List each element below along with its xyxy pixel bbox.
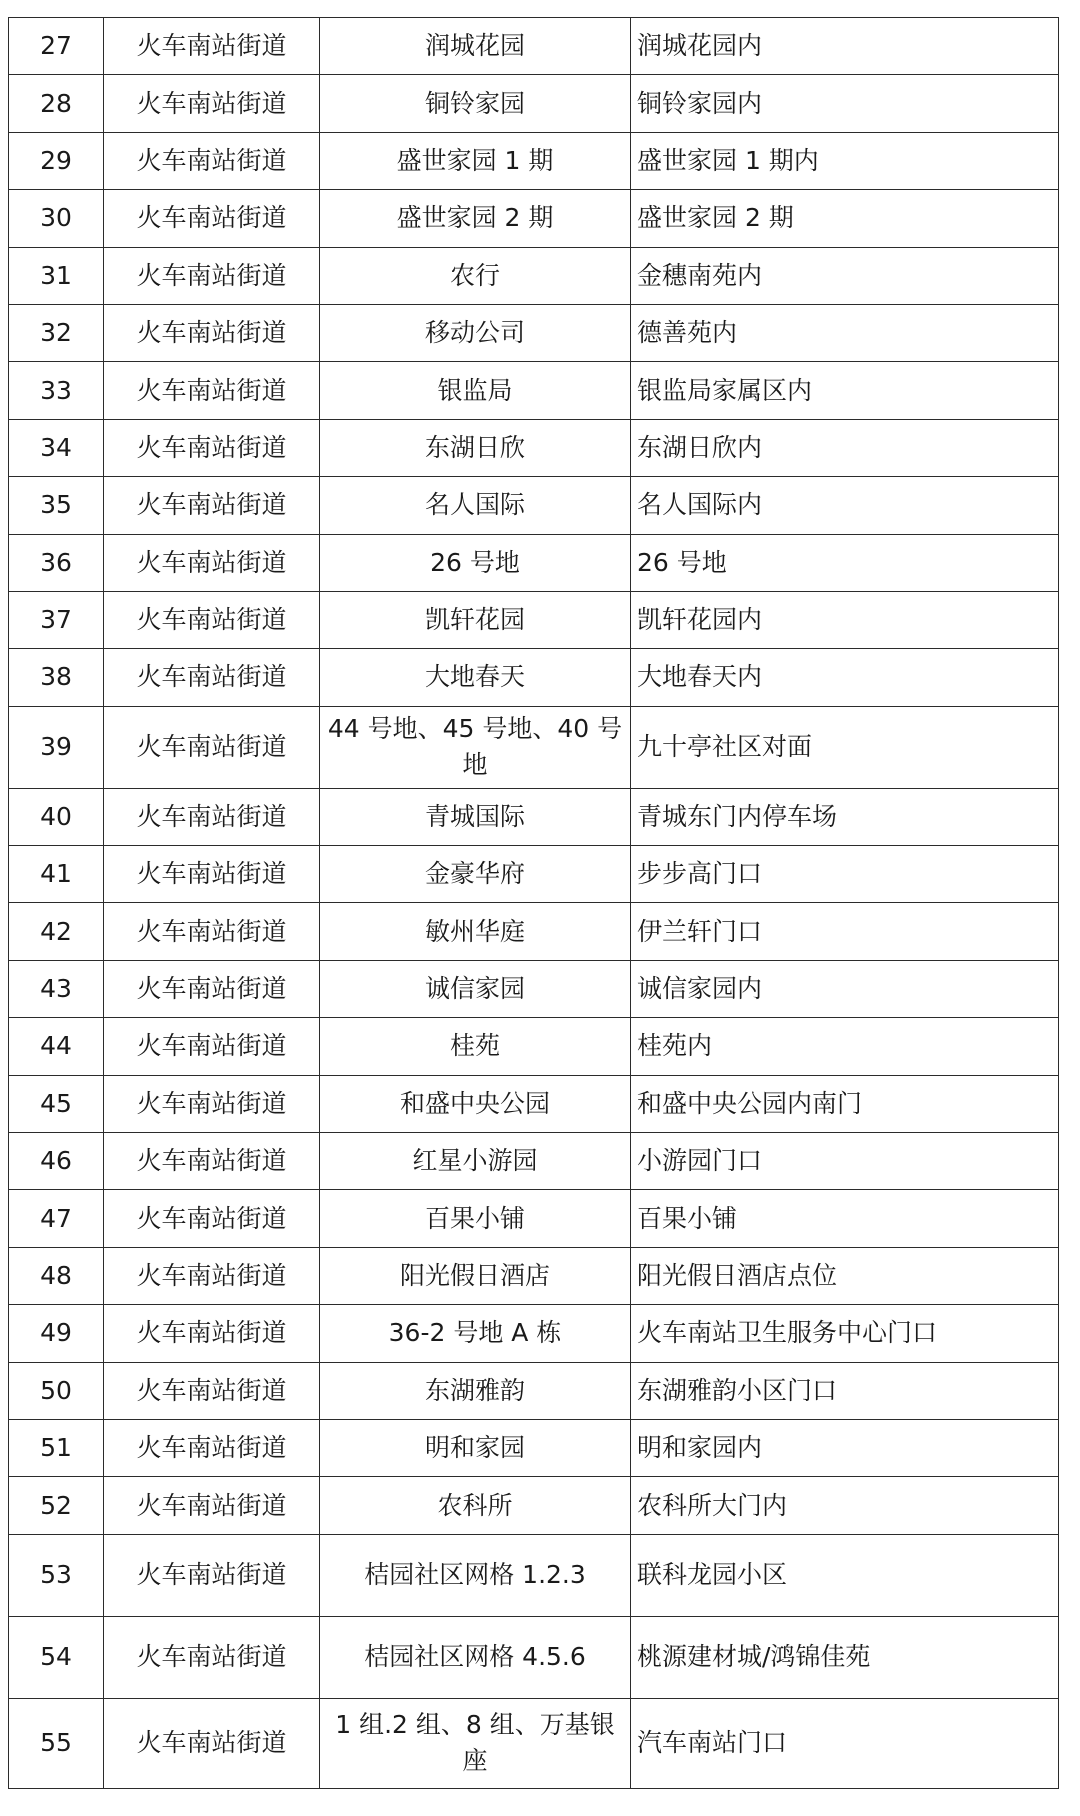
table-row (9, 419, 1059, 476)
row-number-cell: 45 (9, 1075, 104, 1132)
table-row (9, 18, 1059, 75)
location-cell: 金穗南苑内 (631, 247, 1059, 304)
place-cell: 金豪华府 (320, 846, 631, 903)
row-number-cell: 39 (9, 706, 104, 788)
street-cell: 火车南站街道 (104, 247, 320, 304)
place-cell: 36-2 号地 A 栋 (320, 1305, 631, 1362)
location-cell: 火车南站卫生服务中心门口 (631, 1305, 1059, 1362)
street-cell: 火车南站街道 (104, 132, 320, 189)
street-cell: 火车南站街道 (104, 1534, 320, 1616)
street-cell: 火车南站街道 (104, 706, 320, 788)
location-cell: 银监局家属区内 (631, 362, 1059, 419)
table-row (9, 1362, 1059, 1419)
street-cell: 火车南站街道 (104, 1247, 320, 1304)
street-cell: 火车南站街道 (104, 1616, 320, 1698)
location-cell: 盛世家园 1 期内 (631, 132, 1059, 189)
street-cell: 火车南站街道 (104, 591, 320, 648)
table-row (9, 132, 1059, 189)
place-cell: 1 组.2 组、8 组、万基银座 (320, 1698, 631, 1788)
table-row (9, 304, 1059, 361)
row-number-cell: 50 (9, 1362, 104, 1419)
table-row (9, 960, 1059, 1017)
row-number-cell: 54 (9, 1616, 104, 1698)
street-cell: 火车南站街道 (104, 534, 320, 591)
row-number-cell: 32 (9, 304, 104, 361)
location-cell: 铜铃家园内 (631, 75, 1059, 132)
location-cell: 步步高门口 (631, 846, 1059, 903)
street-cell: 火车南站街道 (104, 190, 320, 247)
street-cell: 火车南站街道 (104, 1075, 320, 1132)
row-number-cell: 44 (9, 1018, 104, 1075)
row-number-cell: 42 (9, 903, 104, 960)
row-number-cell: 27 (9, 18, 104, 75)
street-cell: 火车南站街道 (104, 1477, 320, 1534)
table-body (9, 18, 1059, 1789)
place-cell: 26 号地 (320, 534, 631, 591)
place-cell: 润城花园 (320, 18, 631, 75)
location-cell: 润城花园内 (631, 18, 1059, 75)
location-cell: 联科龙园小区 (631, 1534, 1059, 1616)
location-cell: 青城东门内停车场 (631, 788, 1059, 845)
street-cell: 火车南站街道 (104, 846, 320, 903)
table-row (9, 1419, 1059, 1476)
place-cell: 盛世家园 1 期 (320, 132, 631, 189)
table-row (9, 247, 1059, 304)
street-cell: 火车南站街道 (104, 903, 320, 960)
place-cell: 桔园社区网格 4.5.6 (320, 1616, 631, 1698)
location-cell: 德善苑内 (631, 304, 1059, 361)
table-row (9, 1075, 1059, 1132)
table-row (9, 1305, 1059, 1362)
row-number-cell: 53 (9, 1534, 104, 1616)
street-cell: 火车南站街道 (104, 1018, 320, 1075)
row-number-cell: 36 (9, 534, 104, 591)
street-cell: 火车南站街道 (104, 477, 320, 534)
table-row (9, 706, 1059, 788)
table-row (9, 534, 1059, 591)
place-cell: 阳光假日酒店 (320, 1247, 631, 1304)
row-number-cell: 28 (9, 75, 104, 132)
place-cell: 明和家园 (320, 1419, 631, 1476)
row-number-cell: 40 (9, 788, 104, 845)
table-row (9, 1534, 1059, 1616)
street-cell: 火车南站街道 (104, 362, 320, 419)
row-number-cell: 41 (9, 846, 104, 903)
row-number-cell: 48 (9, 1247, 104, 1304)
place-cell: 银监局 (320, 362, 631, 419)
place-cell: 诚信家园 (320, 960, 631, 1017)
street-cell: 火车南站街道 (104, 1133, 320, 1190)
row-number-cell: 30 (9, 190, 104, 247)
table-row (9, 1133, 1059, 1190)
location-cell: 农科所大门内 (631, 1477, 1059, 1534)
street-cell: 火车南站街道 (104, 75, 320, 132)
street-cell: 火车南站街道 (104, 1419, 320, 1476)
place-cell: 东湖雅韵 (320, 1362, 631, 1419)
table-row (9, 591, 1059, 648)
table-row (9, 362, 1059, 419)
street-cell: 火车南站街道 (104, 788, 320, 845)
row-number-cell: 38 (9, 649, 104, 706)
place-cell: 桂苑 (320, 1018, 631, 1075)
row-number-cell: 55 (9, 1698, 104, 1788)
location-cell: 凯轩花园内 (631, 591, 1059, 648)
row-number-cell: 31 (9, 247, 104, 304)
row-number-cell: 49 (9, 1305, 104, 1362)
row-number-cell: 37 (9, 591, 104, 648)
place-cell: 青城国际 (320, 788, 631, 845)
location-cell: 盛世家园 2 期 (631, 190, 1059, 247)
place-cell: 盛世家园 2 期 (320, 190, 631, 247)
table-row (9, 1477, 1059, 1534)
place-cell: 凯轩花园 (320, 591, 631, 648)
location-table (8, 17, 1059, 1789)
street-cell: 火车南站街道 (104, 1362, 320, 1419)
table-row (9, 1698, 1059, 1788)
table-row (9, 649, 1059, 706)
table-row (9, 1018, 1059, 1075)
table-row (9, 846, 1059, 903)
street-cell: 火车南站街道 (104, 304, 320, 361)
place-cell: 东湖日欣 (320, 419, 631, 476)
location-cell: 伊兰轩门口 (631, 903, 1059, 960)
place-cell: 农行 (320, 247, 631, 304)
place-cell: 桔园社区网格 1.2.3 (320, 1534, 631, 1616)
location-cell: 九十亭社区对面 (631, 706, 1059, 788)
row-number-cell: 35 (9, 477, 104, 534)
location-cell: 名人国际内 (631, 477, 1059, 534)
street-cell: 火车南站街道 (104, 1305, 320, 1362)
table-row (9, 190, 1059, 247)
table-row (9, 903, 1059, 960)
location-cell: 诚信家园内 (631, 960, 1059, 1017)
location-cell: 阳光假日酒店点位 (631, 1247, 1059, 1304)
street-cell: 火车南站街道 (104, 18, 320, 75)
row-number-cell: 34 (9, 419, 104, 476)
place-cell: 红星小游园 (320, 1133, 631, 1190)
row-number-cell: 46 (9, 1133, 104, 1190)
street-cell: 火车南站街道 (104, 1698, 320, 1788)
table-row (9, 1190, 1059, 1247)
street-cell: 火车南站街道 (104, 960, 320, 1017)
location-cell: 明和家园内 (631, 1419, 1059, 1476)
location-cell: 东湖日欣内 (631, 419, 1059, 476)
table-row (9, 75, 1059, 132)
location-cell: 26 号地 (631, 534, 1059, 591)
place-cell: 和盛中央公园 (320, 1075, 631, 1132)
location-cell: 大地春天内 (631, 649, 1059, 706)
street-cell: 火车南站街道 (104, 419, 320, 476)
place-cell: 敏州华庭 (320, 903, 631, 960)
table-row (9, 477, 1059, 534)
row-number-cell: 51 (9, 1419, 104, 1476)
location-cell: 桃源建材城/鸿锦佳苑 (631, 1616, 1059, 1698)
row-number-cell: 43 (9, 960, 104, 1017)
row-number-cell: 47 (9, 1190, 104, 1247)
location-cell: 小游园门口 (631, 1133, 1059, 1190)
place-cell: 名人国际 (320, 477, 631, 534)
location-cell: 东湖雅韵小区门口 (631, 1362, 1059, 1419)
place-cell: 铜铃家园 (320, 75, 631, 132)
row-number-cell: 33 (9, 362, 104, 419)
street-cell: 火车南站街道 (104, 1190, 320, 1247)
place-cell: 移动公司 (320, 304, 631, 361)
place-cell: 农科所 (320, 1477, 631, 1534)
table-row (9, 1247, 1059, 1304)
place-cell: 百果小铺 (320, 1190, 631, 1247)
location-cell: 桂苑内 (631, 1018, 1059, 1075)
location-cell: 和盛中央公园内南门 (631, 1075, 1059, 1132)
street-cell: 火车南站街道 (104, 649, 320, 706)
table-row (9, 1616, 1059, 1698)
row-number-cell: 29 (9, 132, 104, 189)
row-number-cell: 52 (9, 1477, 104, 1534)
location-cell: 百果小铺 (631, 1190, 1059, 1247)
place-cell: 大地春天 (320, 649, 631, 706)
location-cell: 汽车南站门口 (631, 1698, 1059, 1788)
table-row (9, 788, 1059, 845)
place-cell: 44 号地、45 号地、40 号地 (320, 706, 631, 788)
